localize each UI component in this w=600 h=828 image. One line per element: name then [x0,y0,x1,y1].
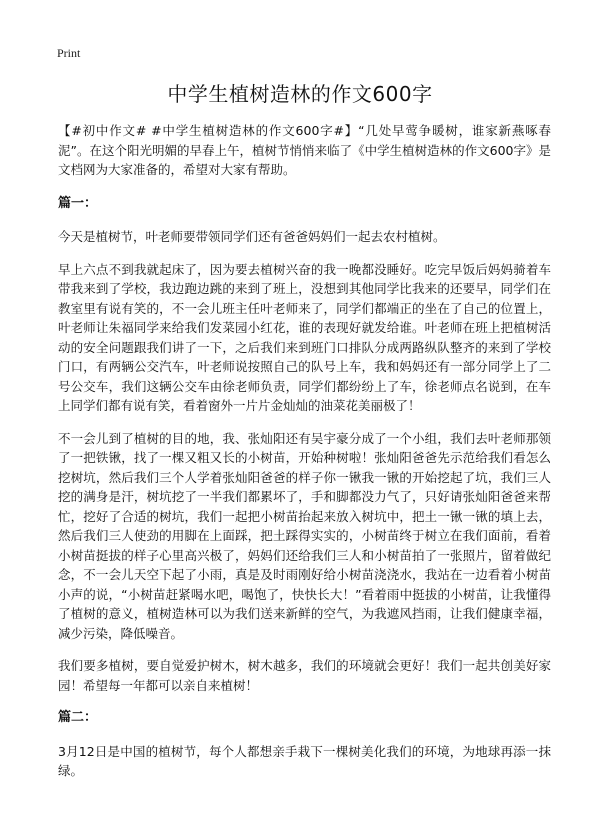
section-heading-1: 篇一： [58,195,98,211]
section-heading-2: 篇二： [58,710,98,725]
page-title: 中学生植树造林的作文600字 [167,82,433,106]
section-1-paragraph-1: 今天是植树节，叶老师要带领同学们还有爸爸妈妈们一起去农村植树。 [58,229,446,244]
section-1-paragraph-2: 早上六点不到我就起床了，因为要去植树兴奋的我一晚都没睡好。吃完早饭后妈妈骑着车带我来到了学校，我边跑边跳的来到了班上，没想到其他同学比我来的还要早，同学们在教室里有说有笑的，不一会儿班主任叶老师来了，同学们都端正的坐在了自己的位置上，叶老师让朱福同学来给我们发菜园小红花，谁的表现好就发给谁。叶老师在班上把植树活动的安全问题跟我们讲了一下，之后我们来到班门口排队分成两路纵队整齐的来到了学校门口，有两辆公交汽车，叶老师说按照自己的队号上车，我和妈妈还有一部分同学上了二号公交车，我们这辆公交车由徐老师负责，同学们都纷纷上了车，徐老师点名说到，在车上同学们都有说有笑，看着窗外一片片金灿灿的油菜花美丽极了！ [58,261,551,413]
section-2-paragraph-1: 3月12日是中国的植树节，每个人都想亲手栽下一棵树美化我们的环境，为地球再添一抹绿。 [58,743,551,778]
print-link[interactable]: Print [57,46,81,60]
article-body [58,121,551,794]
intro-paragraph: 【#初中作文# #中学生植树造林的作文600字#】“几处早莺争暖树，谁家新燕啄春泥”。在这个阳光明媚的早春上午，植树节悄悄来临了《中学生植树造林的作文600字》是文档网为大家准备的，希望对大家有帮助。 [58,123,551,177]
section-1-paragraph-3: 不一会儿到了植树的目的地，我、张灿阳还有吴宇豪分成了一个小组，我们去叶老师那领了一把铁锹，找了一棵又粗又长的小树苗，开始种树啦！张灿阳爸爸先示范给我们看怎么挖树坑，然后我们三个人学着张灿阳爸爸的样子你一锹我一锹的开始挖起了坑，我们三人挖的满身是汗，树坑挖了一半我们都累坏了，手和脚都没力气了，只好请张灿阳爸爸来帮忙，挖好了合适的树坑，我们一起把小树苗抬起来放入树坑中，把土一锹一锹的填上去，然后我们三人使劲的用脚在上面踩，把土踩得实实的，小树苗终于树立在我们面前，看着小树苗挺拔的样子心里高兴极了，妈妈们还给我们三人和小树苗拍了一张照片，留着做纪念，不一会儿天空下起了小雨，真是及时雨刚好给小树苗浇浇水，我站在一边看着小树苗小声的说，“小树苗赶紧喝水吧，喝饱了，快快长大！”看着雨中挺拔的小树苗，让我懂得了植树的意义，植树造林可以为我们送来新鲜的空气，为我遮风挡雨，让我们健康幸福，减少污染，降低噪音。 [58,430,551,641]
section-1-paragraph-4: 我们要多植树，要自觉爱护树木，树木越多，我们的环境就会更好！我们一起共创美好家园！希望每一年都可以亲自来植树！ [58,658,551,693]
